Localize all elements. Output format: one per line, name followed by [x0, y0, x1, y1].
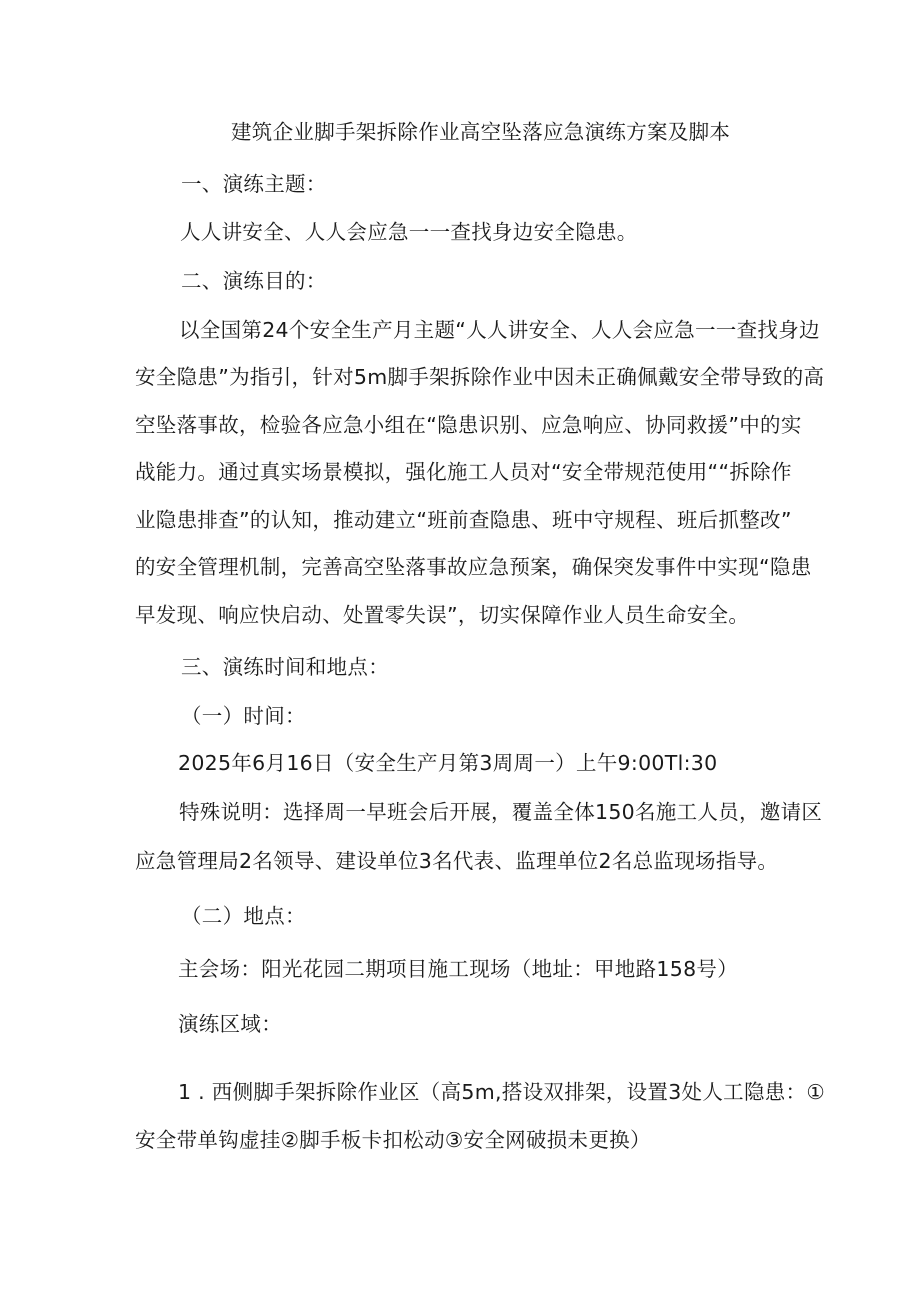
area-item-line: 1 . 西侧脚手架拆除作业区（高5m,搭设双排架，设置3处人工隐患：①: [178, 1080, 826, 1104]
section1-body: 人人讲安全、人人会应急一一查找身边安全隐患。: [180, 220, 638, 244]
special-note-line: 应急管理局2名领导、建设单位3名代表、监理单位2名总监现场指导。: [135, 849, 779, 873]
section2-line: 的安全管理机制，完善高空坠落事故应急预案，确保突发事件中实现“隐患: [135, 555, 812, 579]
main-venue: 主会场：阳光花园二期项目施工现场（地址：甲地路158号）: [178, 957, 739, 981]
section2-line: 早发现、响应快启动、处置零失误”，切实保障作业人员生命安全。: [135, 603, 750, 627]
time-heading: （一）时间：: [181, 704, 306, 728]
section2-line: 空坠落事故，检验各应急小组在“隐患识别、应急响应、协同救援”中的实: [135, 413, 802, 437]
section2-line: 以全国第24个安全生产月主题“人人讲安全、人人会应急一一查找身边: [179, 318, 820, 342]
section3-heading: 三、演练时间和地点：: [181, 655, 389, 679]
section2-line: 战能力。通过真实场景模拟，强化施工人员对“安全带规范使用““拆除作: [135, 460, 792, 484]
section2-heading: 二、演练目的：: [181, 269, 327, 293]
place-heading: （二）地点：: [181, 904, 306, 928]
document-title: 建筑企业脚手架拆除作业高空坠落应急演练方案及脚本: [231, 120, 731, 144]
section2-line: 业隐患排查”的认知，推动建立“班前查隐患、班中守规程、班后抓整改”: [135, 508, 792, 532]
section1-heading: 一、演练主题：: [181, 172, 327, 196]
special-note-line: 特殊说明：选择周一早班会后开展，覆盖全体150名施工人员，邀请区: [179, 800, 823, 824]
time-value: 2025年6月16日（安全生产月第3周周一）上午9:00Tl:30: [178, 751, 718, 775]
drill-area-label: 演练区域：: [178, 1012, 282, 1036]
section2-line: 安全隐患”为指引，针对5m脚手架拆除作业中因未正确佩戴安全带导致的高: [135, 365, 825, 389]
area-item-line: 安全带单钩虚挂②脚手板卡扣松动③安全网破损未更换）: [135, 1128, 651, 1152]
